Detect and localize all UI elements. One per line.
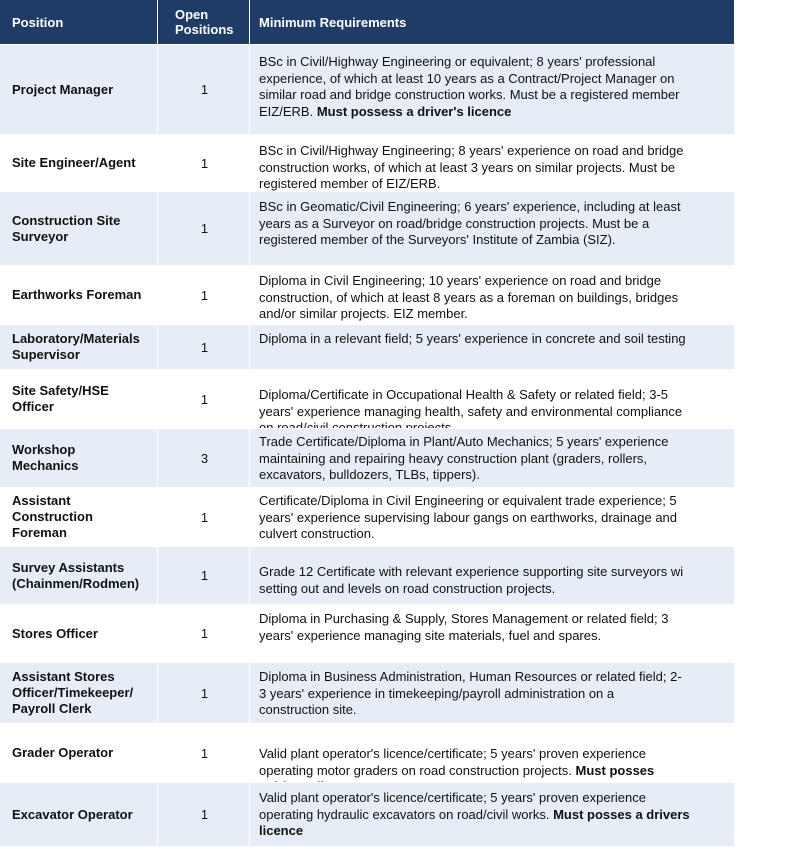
requirement-text: operating hydraulic excavators on road/civil works.: [259, 806, 550, 822]
requirement-line: 3 years' experience in timekeeping/payroll administration on a: [259, 685, 615, 701]
requirements-cell: [250, 724, 734, 782]
requirement-line: [259, 763, 734, 780]
column-divider: [249, 44, 250, 846]
position-cell: Earthworks Foreman: [12, 287, 142, 302]
requirement-line: Diploma in Business Administration, Human Resources or related field; 2-: [259, 669, 682, 684]
open-positions-cell: 1: [200, 391, 209, 407]
position-cell: Construction Site Surveyor: [12, 212, 121, 244]
requirements-cell: [250, 370, 734, 428]
requirement-line: registered member of EIZ/ERB.: [259, 176, 441, 191]
requirement-line: and/or similar projects. EIZ member.: [259, 306, 468, 321]
requirement-line: Valid plant operator's licence/certificate; 5 years' proven experience: [259, 790, 646, 805]
requirement-line: setting out and levels on road construction projects.: [259, 580, 556, 596]
position-cell: Project Manager: [12, 81, 114, 97]
table-row: [0, 662, 734, 723]
requirement-line: [259, 104, 734, 121]
position-cell: Workshop Mechanics: [12, 442, 79, 473]
position-cell: Grader Operator: [12, 745, 114, 760]
table-row: [0, 191, 734, 265]
header-minimum-requirements: Minimum Requirements: [259, 14, 407, 30]
table-row: [0, 546, 734, 604]
requirement-line: Diploma/Certificate in Occupational Health & Safety or related field; 3-5: [259, 387, 668, 402]
requirements-cell: [250, 663, 734, 723]
requirement-line: years' experience supervising labour gangs on earthworks, drainage and: [259, 509, 678, 525]
position-cell: Stores Officer: [12, 625, 98, 641]
requirement-line: Certificate/Diploma in Civil Engineering or equivalent trade experience; 5: [259, 493, 677, 508]
requirement-line: Valid plant operator's licence/certificate; 5 years' proven experience: [259, 746, 646, 761]
requirement-line: BSc in Civil/Highway Engineering; 8 years' experience on road and bridge: [259, 143, 684, 158]
open-positions-cell: 1: [200, 339, 209, 355]
requirement-line: registered member of the Surveyors' Institute of Zambia (SIZ).: [259, 232, 616, 247]
header-open-positions: Open Positions: [175, 7, 234, 37]
table-row: [0, 782, 734, 846]
position-cell: Site Safety/HSE Officer: [12, 383, 109, 414]
open-positions-cell: 1: [200, 82, 209, 97]
open-positions-cell: 1: [200, 287, 209, 303]
table-row: [0, 44, 734, 134]
requirements-cell: [250, 325, 734, 369]
column-divider: [157, 44, 158, 846]
position-cell: Laboratory/Materials Supervisor: [12, 331, 140, 362]
requirement-line: BSc in Geomatic/Civil Engineering; 6 years' experience, including at least: [259, 199, 681, 214]
table-row: [0, 324, 734, 369]
open-positions-cell: 3: [200, 450, 209, 466]
requirement-line: maintaining and repairing heavy construction plant (graders, rollers,: [259, 450, 648, 466]
requirement-text: EIZ/ERB.: [259, 103, 314, 119]
table-row: [0, 265, 734, 324]
header-divider: [157, 0, 158, 44]
requirements-cell: [250, 783, 734, 846]
table-row: [0, 723, 734, 782]
requirement-line: Diploma in Purchasing & Supply, Stores Management or related field; 3: [259, 611, 669, 626]
requirement-line: [259, 807, 734, 824]
open-positions-cell: 1: [200, 807, 209, 822]
open-positions-cell: 1: [200, 155, 209, 171]
table-row: [0, 134, 734, 191]
requirement-line: Trade Certificate/Diploma in Plant/Auto Mechanics; 5 years' experience: [259, 434, 669, 449]
licence-requirement: Must posses a drivers: [553, 806, 690, 822]
licence-requirement: licence: [259, 823, 304, 838]
requirement-line: construction site.: [259, 702, 357, 717]
requirements-cell: [250, 488, 734, 546]
table-header: [0, 0, 734, 44]
open-positions-cell: 1: [200, 745, 209, 761]
table-row: [0, 369, 734, 428]
requirements-cell: [250, 192, 734, 265]
open-positions-cell: 1: [200, 568, 209, 583]
requirement-line: experience, of which at least 10 years as a Contract/Project Manager on: [259, 70, 675, 86]
requirement-line: Diploma in Civil Engineering; 10 years' experience on road and bridge: [259, 273, 662, 288]
position-cell: Site Engineer/Agent: [12, 155, 136, 170]
position-cell: Assistant Stores Officer/Timekeeper/ Payroll Clerk: [12, 669, 134, 716]
requirement-line: similar road and bridge construction works. Must be a registered member: [259, 87, 680, 102]
requirements-cell: [250, 547, 734, 604]
requirement-line: years' experience managing health, safety and environmental compliance: [259, 403, 683, 419]
open-positions-cell: 1: [200, 685, 209, 701]
requirements-cell: [250, 135, 734, 191]
position-cell: Survey Assistants (Chainmen/Rodmen): [12, 559, 140, 591]
table-row: [0, 604, 734, 662]
table-row: [0, 487, 734, 546]
requirement-line: Grade 12 Certificate with relevant experience supporting site surveyors wi: [259, 564, 684, 579]
requirement-line: construction works, of which at least 3 years on similar projects. Must be: [259, 159, 676, 175]
requirement-line: Diploma in a relevant field; 5 years' experience in concrete and soil testing: [259, 331, 686, 346]
header-position: Position: [12, 14, 64, 30]
requirements-cell: [250, 605, 734, 662]
requirement-line: years' experience managing site materials, fuel and spares.: [259, 627, 602, 643]
requirement-line: BSc in Civil/Highway Engineering or equivalent; 8 years' professional: [259, 54, 656, 69]
table-row: [0, 428, 734, 487]
position-cell: Excavator Operator: [12, 806, 133, 822]
requirement-line: excavators, bulldozers, TLBs, tippers).: [259, 467, 480, 482]
open-positions-cell: 1: [200, 626, 209, 641]
requirement-line: years as a Surveyor on road/bridge construction projects. Must be a: [259, 215, 650, 231]
requirements-cell: [250, 429, 734, 487]
requirement-line: culvert construction.: [259, 526, 375, 541]
requirements-cell: [250, 266, 734, 324]
licence-requirement: Must posses: [575, 762, 655, 778]
licence-requirement: Must possess a driver's licence: [316, 103, 512, 119]
open-positions-cell: 1: [200, 509, 209, 525]
requirement-text: operating motor graders on road construction projects.: [259, 762, 572, 778]
position-cell: Assistant Construction Foreman: [12, 493, 93, 540]
requirement-line: construction, of which at least 8 years as a foreman on buildings, bridges: [259, 289, 679, 305]
requirements-cell: [250, 45, 734, 134]
open-positions-cell: 1: [200, 221, 209, 236]
